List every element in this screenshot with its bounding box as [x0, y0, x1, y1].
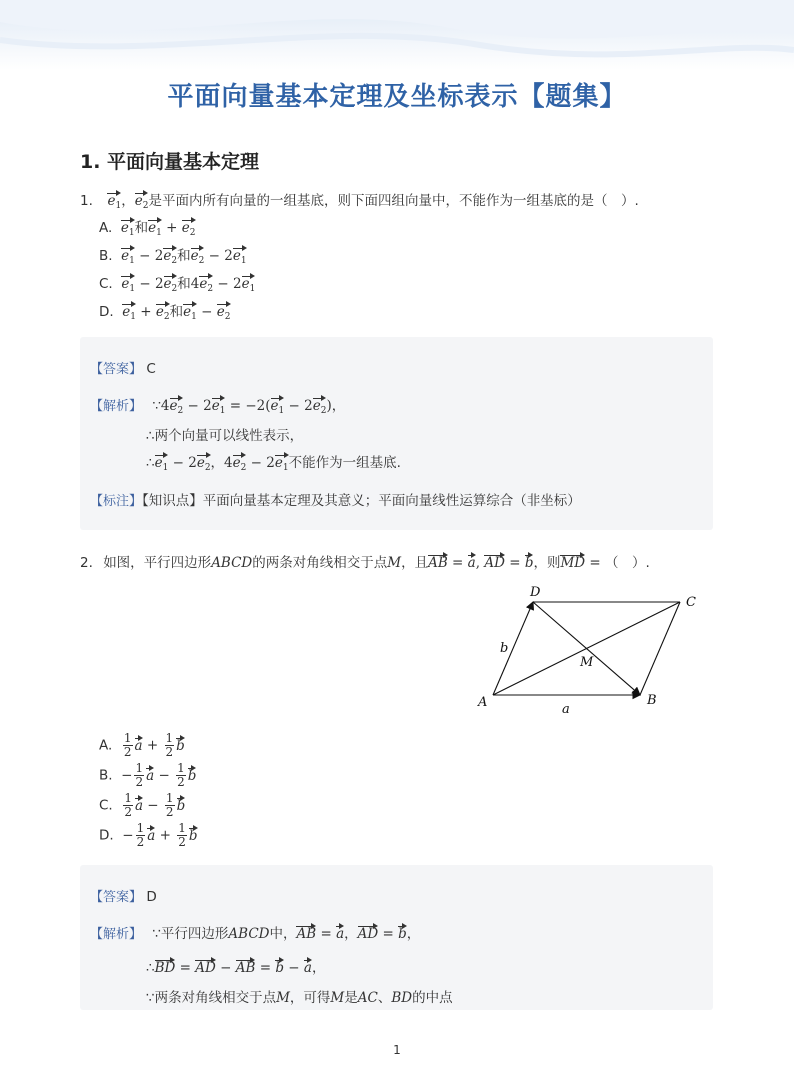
q1-answer-line	[90, 358, 156, 377]
parallelogram-figure	[470, 580, 710, 720]
q2-option-a[interactable]: A. $\frac{1}{2}$ a + $\frac{1}{2}$ b	[99, 731, 185, 759]
q1-option-d[interactable]: D. $e_1 + e_2$和$e_1 - e_2$	[99, 300, 231, 322]
q1-option-a[interactable]: A. $e_1$和$e_1 + e_2$	[99, 216, 196, 238]
q2-analysis-line-3: ∵两条对角线相交于点M，可得M是AC、BD的中点	[146, 990, 453, 1006]
q1-note-line: 【标注】【知识点】平面向量基本定理及其意义；平面向量线性运算综合（非坐标）	[90, 493, 581, 509]
q2-option-b[interactable]: B. − $\frac{1}{2}$ a − $\frac{1}{2}$ b	[99, 761, 197, 789]
document-title: 平面向量基本定理及坐标表示【题集】	[167, 82, 627, 112]
question-number: 1.	[80, 193, 93, 209]
header-wave-decoration	[0, 0, 794, 70]
point-label-m: M	[580, 655, 594, 670]
q1-analysis-line-3: $\therefore e_1 - 2e_2$，$4e_2 - 2e_1$不能作为一组基底.	[146, 451, 401, 473]
diagonal-db-arrow	[533, 602, 640, 695]
answer-value: D	[146, 889, 157, 905]
point-label-b: B	[647, 693, 657, 708]
vector-label-a: a	[562, 702, 570, 717]
answer-tag: 【答案】	[90, 362, 143, 377]
vector-label-b: b	[500, 641, 509, 656]
page-number: 1	[393, 1043, 401, 1057]
q1-analysis-line-2: ∴两个向量可以线性表示，	[146, 428, 304, 444]
analysis-tag: 【解析】	[90, 927, 143, 942]
answer-tag: 【答案】	[90, 890, 143, 905]
note-tag: 【标注】	[90, 494, 143, 509]
analysis-tag: 【解析】	[90, 399, 143, 414]
q2-analysis-line-1: 【解析】 ∵平行四边形ABCD中，AB = a，AD = b，	[90, 922, 420, 942]
q2-option-d[interactable]: D. − $\frac{1}{2}$ a + $\frac{1}{2}$ b	[99, 821, 198, 849]
q1-option-b[interactable]: B. $e_1 - 2e_2$和$e_2 - 2e_1$	[99, 244, 247, 266]
point-label-c: C	[686, 595, 696, 610]
point-label-d: D	[530, 585, 541, 600]
point-label-a: A	[478, 695, 488, 710]
question-2-stem: 2. 如图，平行四边形ABCD的两条对角线相交于点M，且AB = a, AD = b，则MD = （ ）.	[80, 551, 650, 571]
q2-option-c[interactable]: C. $\frac{1}{2}$ a − $\frac{1}{2}$ b	[99, 791, 186, 819]
q2-analysis-line-2: ∴BD = AD − AB = b − a，	[146, 956, 325, 976]
question-number: 2.	[80, 555, 93, 571]
side-bc	[640, 602, 680, 695]
q1-analysis-line-1: 【解析】 $\because 4e_2 - 2e_1 = -2(e_1 - 2e_2)$，	[90, 394, 345, 416]
answer-value: C	[146, 361, 156, 377]
question-1-stem: 1. $e_1$，$e_2$是平面内所有向量的一组基底，则下面四组向量中，不能作为一组基底的是（ ）.	[80, 189, 639, 211]
section-title: 1. 平面向量基本定理	[80, 151, 260, 173]
q2-answer-line	[90, 886, 157, 905]
vector-ad-arrow	[493, 602, 533, 695]
q1-option-c[interactable]: C. $e_1 - 2e_2$和$4e_2 - 2e_1$	[99, 272, 255, 294]
